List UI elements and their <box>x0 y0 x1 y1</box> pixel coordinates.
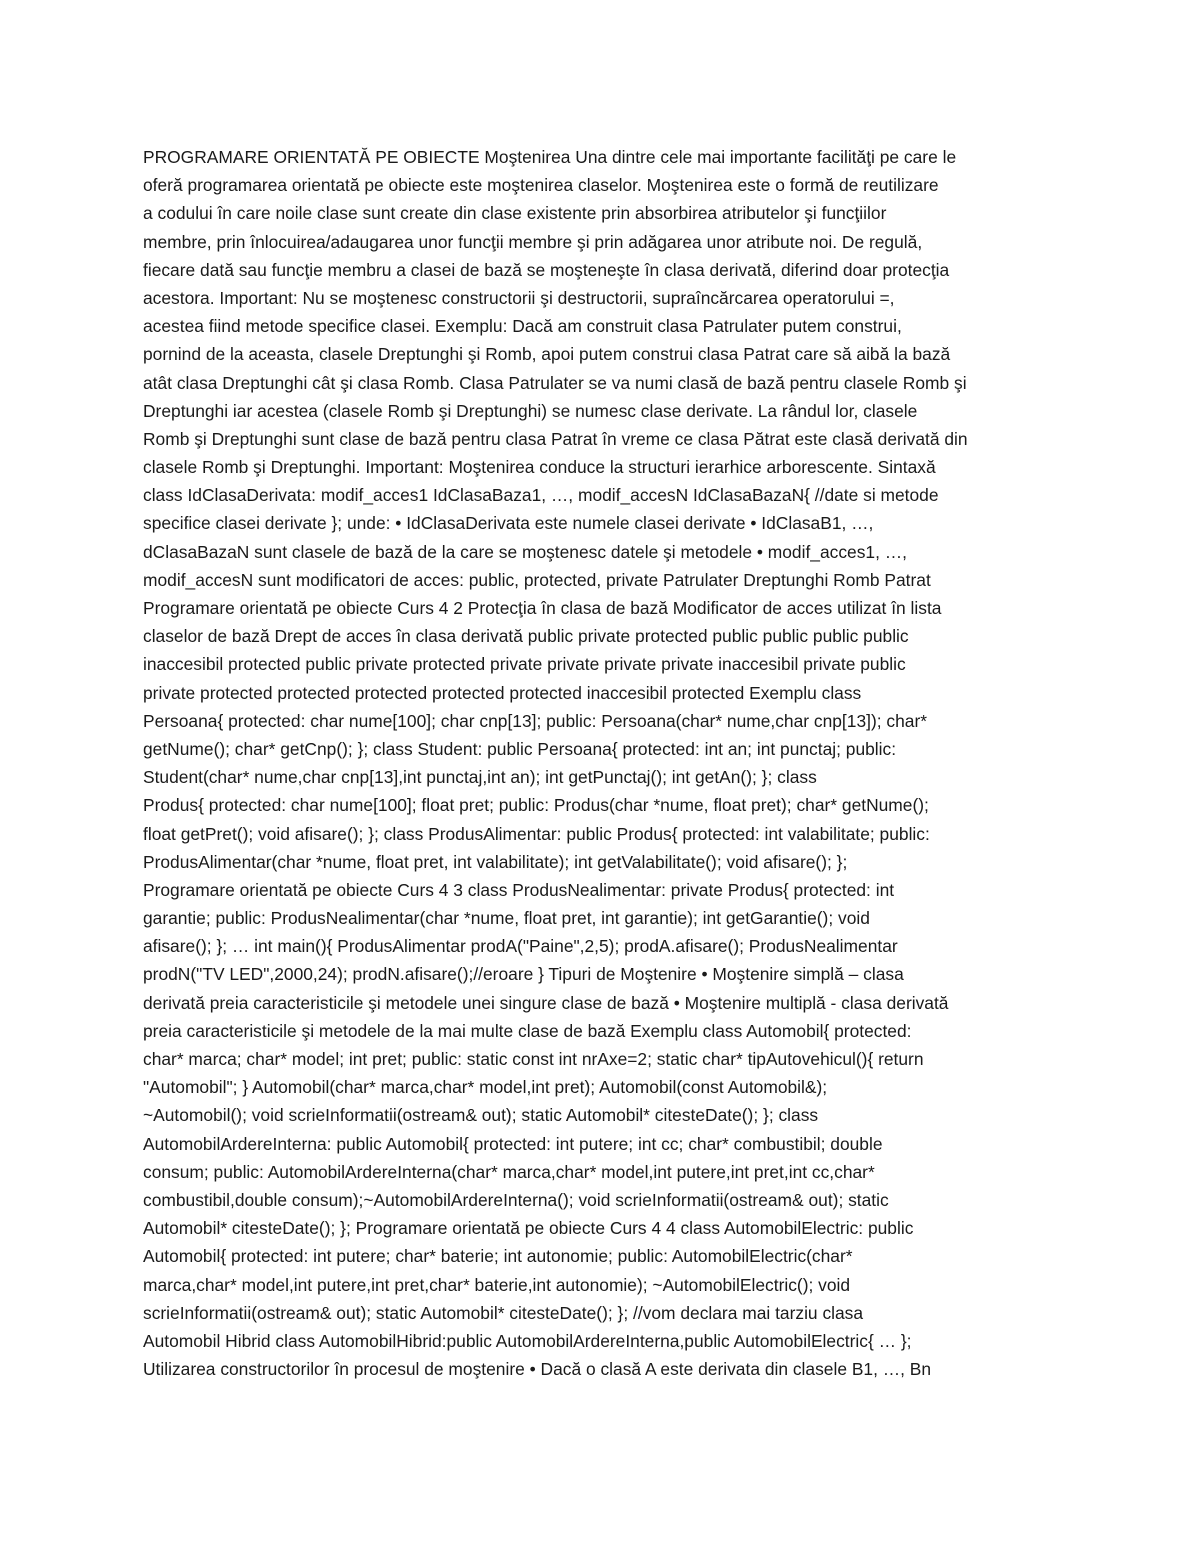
text-line: Programare orientată pe obiecte Curs 4 3 class ProdusNealimentar: private Produs{ protected: int <box>143 879 895 900</box>
text-line: dClasaBazaN sunt clasele de bază de la care se moştenesc datele şi metodele • modif_acces1, …, <box>143 541 907 562</box>
text-line: atât clasa Dreptunghi cât şi clasa Romb. Clasa Patrulater se va numi clasă de bază pentru clasele Romb şi <box>143 372 967 393</box>
text-line: Produs{ protected: char nume[100]; float pret; public: Produs(char *nume, float pret); char* getNume(); <box>143 795 929 816</box>
text-line: combustibil,double consum);~AutomobilArdereInterna(); void scrieInformatii(ostream& out); static <box>143 1189 889 1210</box>
text-line: Dreptunghi iar acestea (clasele Romb şi Dreptunghi) se numesc clase derivate. La rândul lor, clasele <box>143 400 918 421</box>
text-line: private protected protected protected protected protected inaccesibil protected Exemplu class <box>143 682 862 703</box>
text-line: preia caracteristicile şi metodele de la mai multe clase de bază Exemplu class Automobil{ protected: <box>143 1020 912 1041</box>
text-line: float getPret(); void afisare(); }; class ProdusAlimentar: public Produs{ protected: int valabilitate; public: <box>143 823 930 844</box>
text-line: pornind de la aceasta, clasele Dreptunghi şi Romb, apoi putem construi clasa Patrat care să aibă la bază <box>143 344 951 365</box>
text-line: scrieInformatii(ostream& out); static Automobil* citesteDate(); }; //vom declara mai tarziu clasa <box>143 1302 864 1323</box>
text-line: "Automobil"; } Automobil(char* marca,char* model,int pret); Automobil(const Automobil&); <box>143 1077 828 1098</box>
text-line: prodN("TV LED",2000,24); prodN.afisare();//eroare } Tipuri de Moştenire • Moştenire simplă – clasa <box>143 964 904 985</box>
text-line: derivată preia caracteristicile şi metodele unei singure clase de bază • Moştenire multiplă - clasa derivată <box>143 992 949 1013</box>
text-line: oferă programarea orientată pe obiecte este moştenirea claselor. Moştenirea este o formă de reutilizare <box>143 175 939 196</box>
text-line: garantie; public: ProdusNealimentar(char *nume, float pret, int garantie); int getGarantie(); void <box>143 908 870 929</box>
text-line: inaccesibil protected public private protected private private private private inaccesibil private public <box>143 654 906 675</box>
text-line: fiecare dată sau funcţie membru a clasei de bază se moşteneşte în clasa derivată, diferind doar protecţia <box>143 259 950 280</box>
document-body-text <box>143 143 1068 1383</box>
text-line: Student(char* nume,char cnp[13],int punctaj,int an); int getPunctaj(); int getAn(); }; class <box>143 767 817 788</box>
text-line: Automobil{ protected: int putere; char* baterie; int autonomie; public: AutomobilElectric(char* <box>143 1246 853 1267</box>
text-line: afisare(); }; … int main(){ ProdusAlimentar prodA("Paine",2,5); prodA.afisare(); ProdusNealimentar <box>143 936 898 957</box>
text-line: membre, prin înlocuirea/adaugarea unor funcţii membre şi prin adăgarea unor atribute noi. De regulă, <box>143 231 923 252</box>
text-line: Automobil Hibrid class AutomobilHibrid:public AutomobilArdereInterna,public AutomobilElectric{ … }; <box>143 1330 912 1351</box>
text-line: consum; public: AutomobilArdereInterna(char* marca,char* model,int putere,int pret,int cc,char* <box>143 1161 875 1182</box>
text-line: clasele Romb şi Dreptunghi. Important: Moştenirea conduce la structuri ierarhice arborescente. Sintaxă <box>143 457 936 478</box>
text-line: acestea fiind metode specifice clasei. Exemplu: Dacă am construit clasa Patrulater putem construi, <box>143 316 902 337</box>
text-line: marca,char* model,int putere,int pret,char* baterie,int autonomie); ~AutomobilElectric(); void <box>143 1274 851 1295</box>
text-line: Utilizarea constructorilor în procesul de moştenire • Dacă o clasă A este derivata din clasele B1, …, Bn <box>143 1359 932 1380</box>
text-line: Romb şi Dreptunghi sunt clase de bază pentru clasa Patrat în vreme ce clasa Pătrat este clasă derivată din <box>143 428 968 449</box>
text-line: a codului în care noile clase sunt create din clase existente prin absorbirea atributelor şi funcţiilor <box>143 203 887 224</box>
text-line: char* marca; char* model; int pret; public: static const int nrAxe=2; static char* tipAutovehicul(){ return <box>143 1049 924 1069</box>
text-line: getNume(); char* getCnp(); }; class Student: public Persoana{ protected: int an; int punctaj; public: <box>143 738 897 759</box>
text-line: modif_accesN sunt modificatori de acces: public, protected, private Patrulater Dreptunghi Romb Patrat <box>143 569 931 590</box>
text-line: AutomobilArdereInterna: public Automobil{ protected: int putere; int cc; char* combustibil; double <box>143 1133 883 1154</box>
text-line: specifice clasei derivate }; unde: • IdClasaDerivata este numele clasei derivate • IdClasaB1, …, <box>143 513 874 534</box>
text-line: PROGRAMARE ORIENTATĂ PE OBIECTE Moştenirea Una dintre cele mai importante facilităţi pe care le <box>143 147 957 167</box>
text-line: Automobil* citesteDate(); }; Programare orientată pe obiecte Curs 4 4 class AutomobilElectric: public <box>143 1218 914 1239</box>
text-line: ~Automobil(); void scrieInformatii(ostream& out); static Automobil* citesteDate(); }; class <box>143 1105 819 1126</box>
text-line: Programare orientată pe obiecte Curs 4 2 Protecţia în clasa de bază Modificator de acces utilizat în lista <box>143 598 942 618</box>
text-line: class IdClasaDerivata: modif_acces1 IdClasaBaza1, …, modif_accesN IdClasaBazaN{ //date si metode <box>143 485 939 506</box>
text-line: ProdusAlimentar(char *nume, float pret, int valabilitate); int getValabilitate(); void afisare(); }; <box>143 851 848 872</box>
text-line: claselor de bază Drept de acces în clasa derivată public private protected public public public public <box>143 626 909 647</box>
text-line: acestora. Important: Nu se moştenesc constructorii şi destructorii, supraîncărcarea operatorului =, <box>143 287 895 308</box>
text-line: Persoana{ protected: char nume[100]; char cnp[13]; public: Persoana(char* nume,char cnp[13]); char* <box>143 710 927 731</box>
